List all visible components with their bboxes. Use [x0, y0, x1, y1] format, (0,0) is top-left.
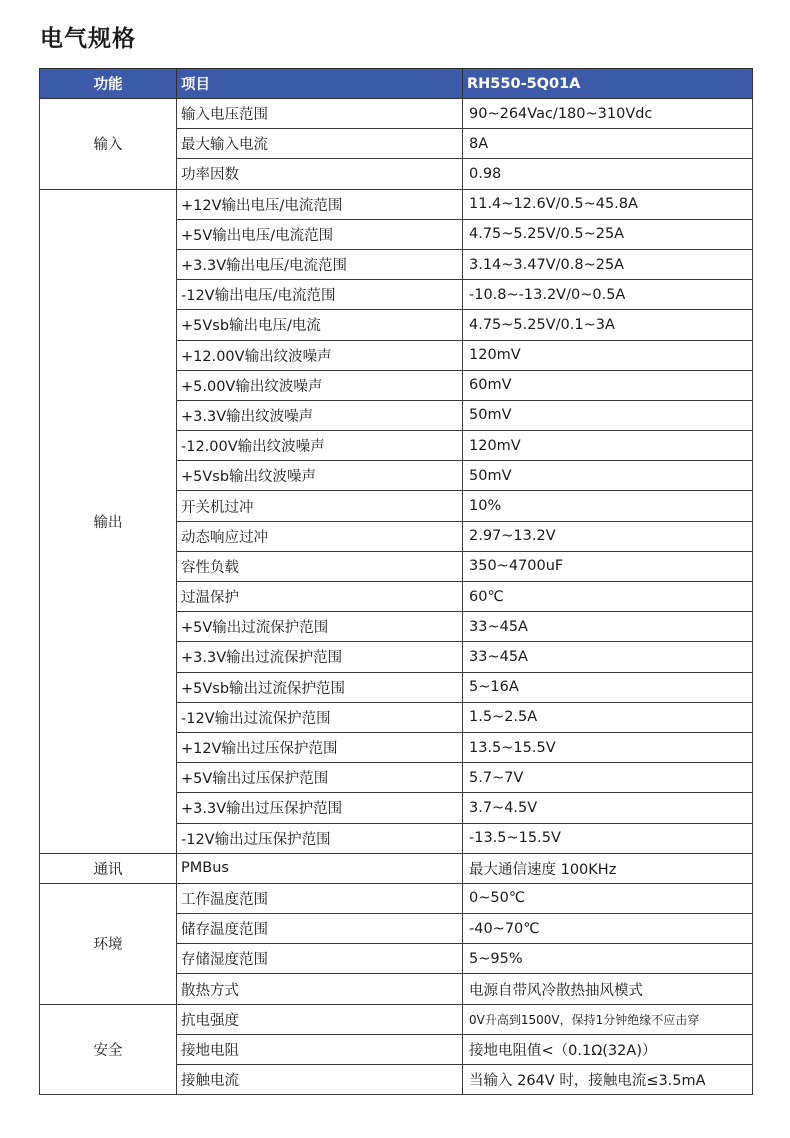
group-label: 环境: [40, 883, 177, 1004]
value-cell: 电源自带风冷散热抽风模式: [463, 974, 753, 1004]
value-cell: 60mV: [463, 370, 753, 400]
value-cell: 2.97~13.2V: [463, 521, 753, 551]
table-row: [40, 189, 753, 219]
item-cell: 输入电压范围: [177, 99, 463, 129]
value-cell: 最大通信速度 100KHz: [463, 853, 753, 883]
value-cell: 4.75~5.25V/0.5~25A: [463, 219, 753, 249]
item-cell: 接触电流: [177, 1065, 463, 1095]
group-label: 输入: [40, 99, 177, 190]
table-row: [40, 883, 753, 913]
value-cell: 60℃: [463, 582, 753, 612]
item-cell: +3.3V输出电压/电流范围: [177, 249, 463, 279]
item-cell: 容性负载: [177, 551, 463, 581]
value-cell: 4.75~5.25V/0.1~3A: [463, 310, 753, 340]
item-cell: 散热方式: [177, 974, 463, 1004]
item-cell: +3.3V输出过压保护范围: [177, 793, 463, 823]
value-cell: 3.7~4.5V: [463, 793, 753, 823]
item-cell: +5V输出电压/电流范围: [177, 219, 463, 249]
value-cell: 5.7~7V: [463, 763, 753, 793]
item-cell: 接地电阻: [177, 1034, 463, 1064]
item-cell: -12V输出过压保护范围: [177, 823, 463, 853]
header-item: 项目: [177, 69, 463, 99]
table-row: [40, 853, 753, 883]
value-cell: 1.5~2.5A: [463, 702, 753, 732]
item-cell: +5Vsb输出电压/电流: [177, 310, 463, 340]
value-cell: 33~45A: [463, 612, 753, 642]
value-cell: 50mV: [463, 461, 753, 491]
spec-table: [39, 68, 753, 1095]
table-row: [40, 99, 753, 129]
value-cell: 5~95%: [463, 944, 753, 974]
value-cell: 90~264Vac/180~310Vdc: [463, 99, 753, 129]
item-cell: 开关机过冲: [177, 491, 463, 521]
value-cell: 33~45A: [463, 642, 753, 672]
value-cell: 0.98: [463, 159, 753, 189]
value-cell: 120mV: [463, 340, 753, 370]
item-cell: -12.00V输出纹波噪声: [177, 431, 463, 461]
item-cell: +3.3V输出纹波噪声: [177, 400, 463, 430]
value-cell: 当输入 264V 时，接触电流≤3.5mA: [463, 1065, 753, 1095]
item-cell: +12.00V输出纹波噪声: [177, 340, 463, 370]
item-cell: 工作温度范围: [177, 883, 463, 913]
item-cell: 功率因数: [177, 159, 463, 189]
item-cell: -12V输出过流保护范围: [177, 702, 463, 732]
header-row: [40, 69, 753, 99]
value-cell: 50mV: [463, 400, 753, 430]
value-cell: 接地电阻值<（0.1Ω(32A)）: [463, 1034, 753, 1064]
value-cell: 0~50℃: [463, 883, 753, 913]
value-cell: 3.14~3.47V/0.8~25A: [463, 249, 753, 279]
item-cell: +5V输出过压保护范围: [177, 763, 463, 793]
group-label: 输出: [40, 189, 177, 853]
item-cell: 过温保护: [177, 582, 463, 612]
value-cell: 10%: [463, 491, 753, 521]
item-cell: +5Vsb输出纹波噪声: [177, 461, 463, 491]
page-title: 电气规格: [40, 26, 136, 52]
group-label: 通讯: [40, 853, 177, 883]
header-function: 功能: [40, 69, 177, 99]
item-cell: -12V输出电压/电流范围: [177, 280, 463, 310]
value-cell: -13.5~15.5V: [463, 823, 753, 853]
spec-table-body: [40, 99, 753, 1095]
item-cell: 抗电强度: [177, 1004, 463, 1034]
header-model: RH550-5Q01A: [463, 69, 753, 99]
item-cell: +12V输出电压/电流范围: [177, 189, 463, 219]
item-cell: +5.00V输出纹波噪声: [177, 370, 463, 400]
item-cell: 最大输入电流: [177, 129, 463, 159]
value-cell: 0V升高到1500V，保持1分钟绝缘不应击穿: [463, 1004, 753, 1034]
item-cell: +12V输出过压保护范围: [177, 732, 463, 762]
value-cell: 120mV: [463, 431, 753, 461]
item-cell: +5V输出过流保护范围: [177, 612, 463, 642]
value-cell: 11.4~12.6V/0.5~45.8A: [463, 189, 753, 219]
value-cell: 5~16A: [463, 672, 753, 702]
item-cell: +3.3V输出过流保护范围: [177, 642, 463, 672]
value-cell: 13.5~15.5V: [463, 732, 753, 762]
item-cell: 储存温度范围: [177, 914, 463, 944]
value-cell: -10.8~-13.2V/0~0.5A: [463, 280, 753, 310]
value-cell: 350~4700uF: [463, 551, 753, 581]
table-row: [40, 1004, 753, 1034]
item-cell: 动态响应过冲: [177, 521, 463, 551]
group-label: 安全: [40, 1004, 177, 1095]
item-cell: PMBus: [177, 853, 463, 883]
value-cell: -40~70℃: [463, 914, 753, 944]
item-cell: +5Vsb输出过流保护范围: [177, 672, 463, 702]
item-cell: 存储湿度范围: [177, 944, 463, 974]
value-cell: 8A: [463, 129, 753, 159]
